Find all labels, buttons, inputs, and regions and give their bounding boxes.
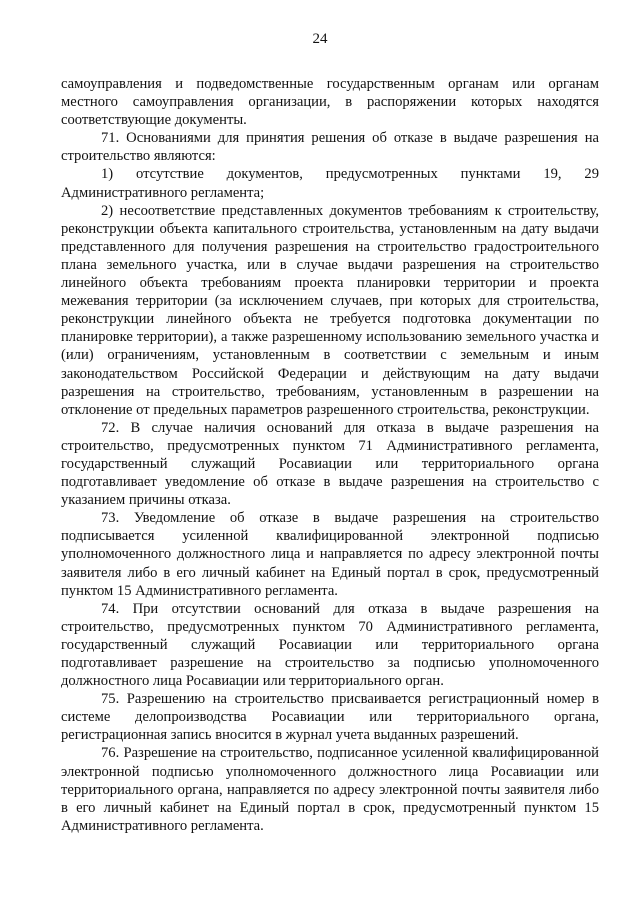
paragraph-73: 73. Уведомление об отказе в выдаче разрешения на строительство подписывается усиленной квалифицированной электронной подписью уполномоченного должностного лица и направляется по адресу электронной почты заявителя либо в его личный кабинет на Единый портал в срок, предусмотренный пунктом 15 Административного регламента.: [61, 510, 599, 599]
paragraph-continuation: самоуправления и подведомственные государственным органам или органам местного самоуправления организации, в распоряжении которых находятся соответствующие документы.: [61, 76, 599, 129]
paragraph-75: 75. Разрешению на строительство присваивается регистрационный номер в системе делопроизводства Росавиации или территориального органа, регистрационная запись вносится в журнал учета выданных разрешений.: [61, 691, 599, 744]
paragraph-74: 74. При отсутствии оснований для отказа в выдаче разрешения на строительство, предусмотренных пунктом 70 Административного регламента, государственный служащий Росавиации или территориального органа подготавливает разрешение на строительство за подписью уполномоченного должностного лица Росавиации или территориального орган.: [61, 600, 599, 690]
document-body: [61, 75, 599, 835]
paragraph-71-item-2: 2) несоответствие представленных документов требованиям к строительству, реконструкции объекта капитального строительства, установленным на дату выдачи представленного для получения разрешения на строительство градостроительного плана земельного участка, или в случае выдачи разрешения на строительство линейного объекта требованиям проекта планировки территории и проекта межевания территории (за исключением случаев, при которых для строительства, реконструкции линейного объекта не требуется подготовка документации по планировке территории), а также разрешенному использованию земельного участка и (или) ограничениям, установленным в соответствии с земельным и иным законодательством Российской Федерации и действующим на дату выдачи разрешения на строительство, требованиям, установленным в разрешении на отклонение от предельных параметров разрешенного строительства, реконструкции.: [61, 202, 599, 418]
paragraph-71-item-1: 1) отсутствие документов, предусмотренных пунктами 19, 29 Административного регламента;: [61, 166, 599, 201]
paragraph-72: 72. В случае наличия оснований для отказа в выдаче разрешения на строительство, предусмотренных пунктом 71 Административного регламента, государственный служащий Росавиации или территориального органа подготавливает уведомление об отказе в выдаче разрешения на строительство с указанием причины отказа.: [61, 419, 599, 509]
paragraph-71: 71. Основаниями для принятия решения об отказе в выдаче разрешения на строительство являются:: [61, 130, 599, 165]
page-number: 24: [312, 31, 328, 47]
paragraph-76: 76. Разрешение на строительство, подписанное усиленной квалифицированной электронной подписью уполномоченного должностного лица Росавиации или территориального органа, направляется по адресу электронной почты заявителя либо в его личный кабинет на Единый портал в срок, предусмотренный пунктом 15 Административного регламента.: [61, 745, 599, 834]
